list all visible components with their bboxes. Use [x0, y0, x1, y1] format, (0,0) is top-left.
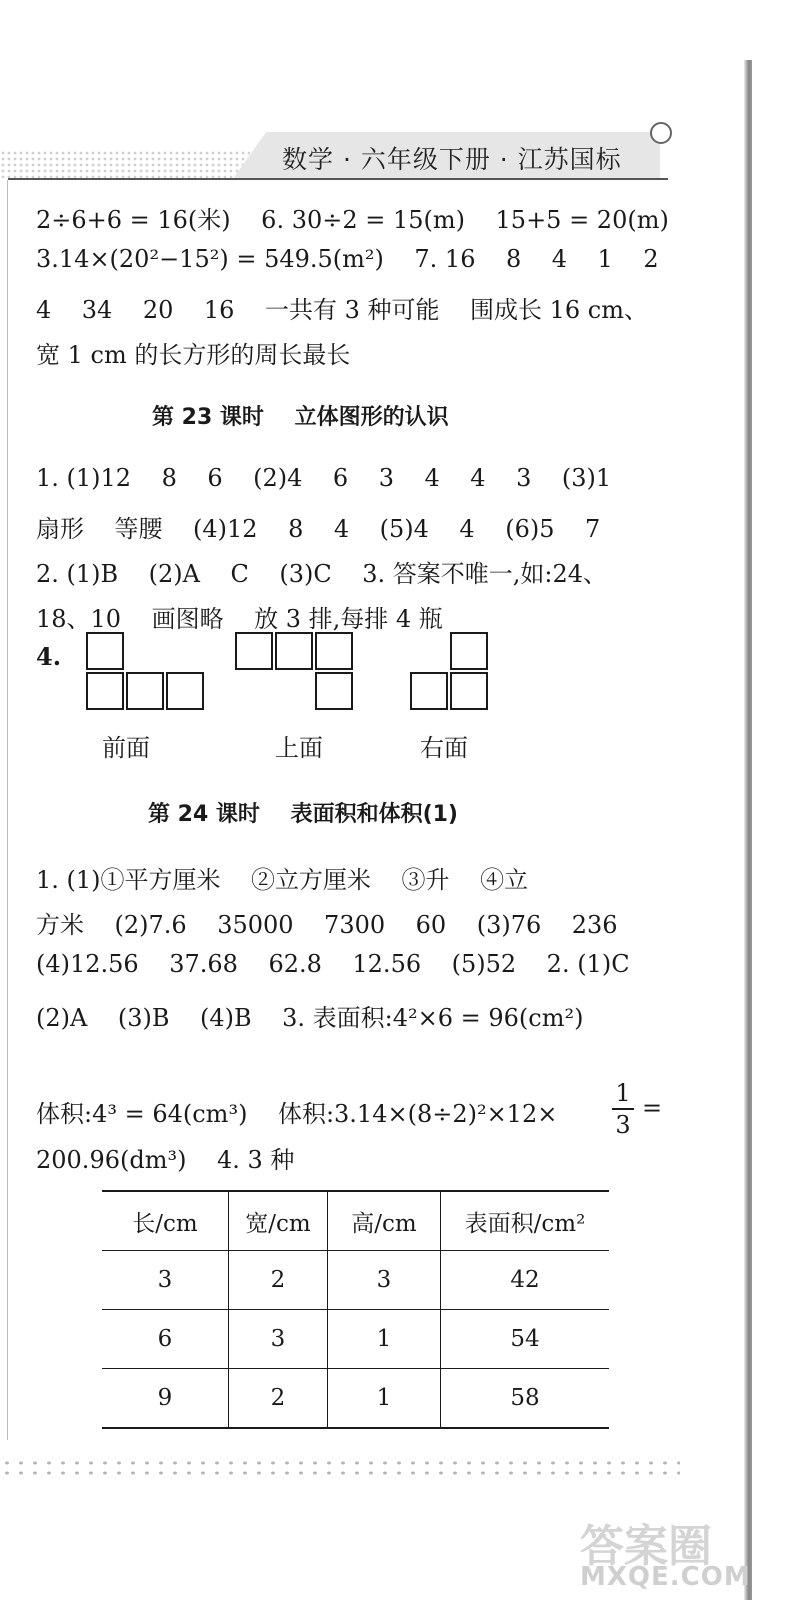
answer-line: 2. (1)B (2)A C (3)C 3. 答案不唯一,如:24、	[36, 560, 608, 588]
answer-line: 方米 (2)7.6 35000 7300 60 (3)76 236	[36, 911, 618, 939]
grid-square	[275, 632, 313, 670]
table-header-row	[102, 1191, 609, 1251]
header-dot-pattern	[0, 150, 250, 178]
page-binding-edge	[744, 60, 752, 1600]
table-cell: 1	[328, 1310, 441, 1369]
answer-line: 18、10 画图略 放 3 排,每排 4 瓶	[36, 605, 443, 633]
table-header-cell: 表面积/cm²	[441, 1191, 610, 1251]
table-cell: 3	[229, 1310, 328, 1369]
table-cell: 3	[328, 1251, 441, 1310]
grid-square	[315, 672, 353, 710]
footer-dot-pattern	[0, 1458, 680, 1478]
answer-line: 200.96(dm³) 4. 3 种	[36, 1146, 295, 1174]
table-cell: 9	[102, 1369, 229, 1429]
fraction-denominator: 3	[615, 1111, 631, 1139]
table-cell: 58	[441, 1369, 610, 1429]
table-cell: 6	[102, 1310, 229, 1369]
table-cell: 3	[102, 1251, 229, 1310]
answer-line: 1. (1)①平方厘米 ②立方厘米 ③升 ④立	[36, 866, 529, 894]
table-cell: 42	[441, 1251, 610, 1310]
table-header-cell: 长/cm	[102, 1191, 229, 1251]
header-circle-ornament	[650, 122, 672, 144]
answer-line: 1. (1)12 8 6 (2)4 6 3 4 4 3 (3)1	[36, 464, 612, 492]
grid-square	[315, 632, 353, 670]
watermark-logo: 答案圈	[580, 1521, 712, 1572]
table-header-cell: 高/cm	[328, 1191, 441, 1251]
table-cell: 54	[441, 1310, 610, 1369]
fraction-numerator: 1	[612, 1078, 634, 1110]
grid-square	[450, 672, 488, 710]
answer-line: (4)12.56 37.68 62.8 12.56 (5)52 2. (1)C	[36, 950, 630, 978]
answer-line: (2)A (3)B (4)B 3. 表面积:4²×6 = 96(cm²)	[36, 1004, 584, 1032]
section-title: 第 23 课时 立体图形的认识	[152, 405, 449, 430]
top-view-label: 上面	[275, 734, 323, 762]
grid-square	[86, 672, 124, 710]
table-cell: 2	[229, 1251, 328, 1310]
grid-square	[126, 672, 164, 710]
table-cell: 1	[328, 1369, 441, 1429]
answer-line: 扇形 等腰 (4)12 8 4 (5)4 4 (6)5 7	[36, 515, 601, 543]
grid-square	[86, 632, 124, 670]
answer-line: 2÷6+6 = 16(米) 6. 30÷2 = 15(m) 15+5 = 20(m)	[36, 206, 669, 234]
header-rule	[8, 178, 668, 180]
equals-sign: =	[642, 1094, 663, 1122]
table-row	[102, 1310, 609, 1369]
dimensions-table	[102, 1190, 609, 1429]
table-row	[102, 1369, 609, 1429]
watermark-url: MXQE.COM	[580, 1562, 751, 1592]
table-cell: 2	[229, 1369, 328, 1429]
answer-line: 3.14×(20²−15²) = 549.5(m²) 7. 16 8 4 1 2	[36, 245, 659, 273]
grid-square	[235, 632, 273, 670]
table-header-cell: 宽/cm	[229, 1191, 328, 1251]
answer-line: 4 34 20 16 一共有 3 种可能 围成长 16 cm、	[36, 296, 648, 324]
right-view-label: 右面	[420, 734, 468, 762]
header-title: 数学 · 六年级下册 · 江苏国标	[282, 145, 622, 174]
grid-square	[410, 672, 448, 710]
answer-line: 体积:4³ = 64(cm³) 体积:3.14×(8÷2)²×12×	[36, 1100, 558, 1128]
fraction-one-third	[612, 1078, 634, 1140]
section-title: 第 24 课时 表面积和体积(1)	[148, 802, 458, 827]
answer-line: 宽 1 cm 的长方形的周长最长	[36, 341, 351, 369]
question-number: 4.	[36, 642, 62, 671]
grid-square	[166, 672, 204, 710]
left-margin-rule	[7, 180, 8, 1440]
grid-square	[450, 632, 488, 670]
front-view-label: 前面	[102, 734, 150, 762]
table-row	[102, 1251, 609, 1310]
